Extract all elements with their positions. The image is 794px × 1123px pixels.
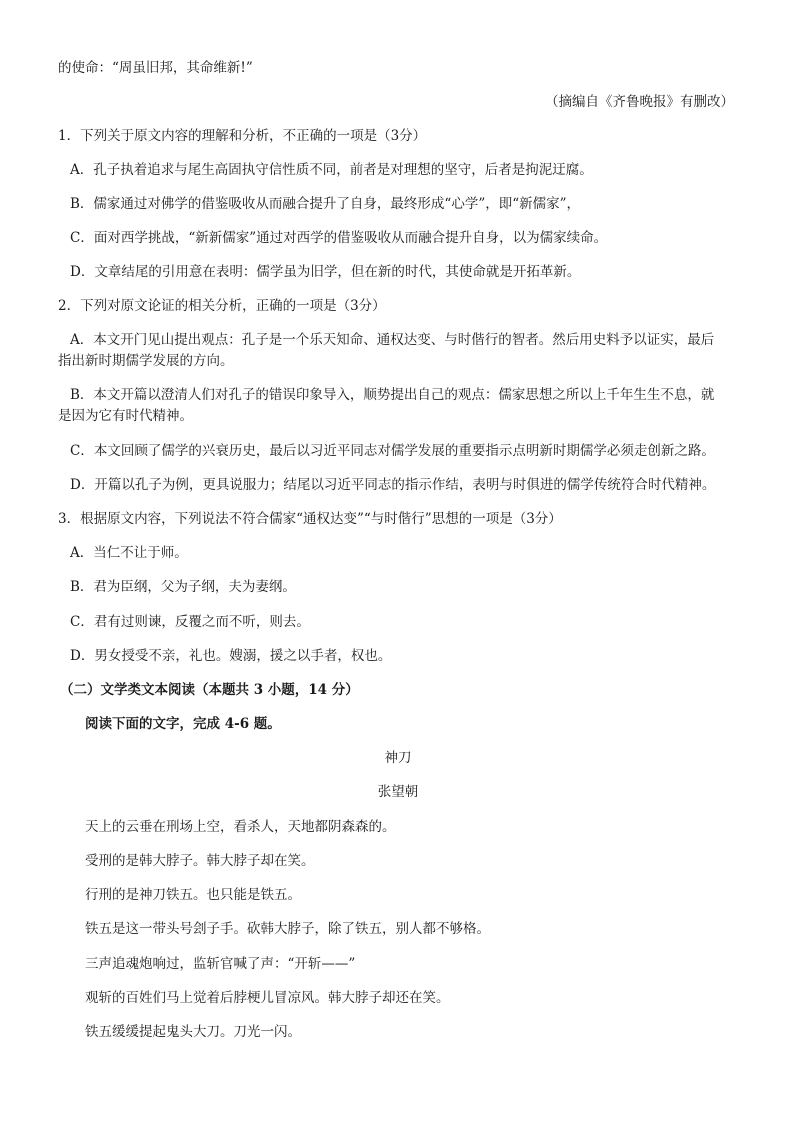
story-paragraph: 天上的云垂在刑场上空，看杀人，天地都阴森森的。 [85, 819, 396, 835]
question-1-option-c: C．面对西学挑战，“新新儒家”通过对西学的借鉴吸收从而融合提升自身，以为儒家续命。 [70, 230, 608, 246]
question-2-stem: 2．下列对原文论证的相关分析，正确的一项是（3分） [58, 298, 386, 314]
question-2-option-a-line1: A．本文开门见山提出观点：孔子是一个乐天知命、通权达变、与时偕行的智者。然后用史料予以证实，最后 [70, 332, 715, 348]
question-1-stem: 1．下列关于原文内容的理解和分析，不正确的一项是（3分） [58, 128, 427, 144]
question-1-option-d: D．文章结尾的引用意在表明：儒学虽为旧学，但在新的时代，其使命就是开拓革新。 [70, 264, 581, 280]
intro-line: 的使命：“周虽旧邦，其命维新!” [58, 60, 253, 76]
question-1-option-a: A．孔子执着追求与尾生高固执守信性质不同，前者是对理想的坚守，后者是拘泥迂腐。 [70, 162, 593, 178]
story-title: 神刀 [384, 750, 412, 766]
section-heading: （二）文学类文本阅读（本题共 3 小题，14 分） [60, 682, 359, 698]
question-2-option-a-line2: 指出新时期儒学发展的方向。 [58, 353, 234, 369]
story-paragraph: 受刑的是韩大脖子。韩大脖子却在笑。 [85, 853, 315, 869]
reading-instruction: 阅读下面的文字，完成 4-6 题。 [85, 716, 281, 732]
story-paragraph: 铁五是这一带头号刽子手。砍韩大脖子，除了铁五，别人都不够格。 [85, 921, 490, 937]
question-2-option-b-line1: B．本文开篇以澄清人们对孔子的错误印象导入，顺势提出自己的观点：儒家思想之所以上千年生生不息，就 [70, 387, 715, 403]
question-3-option-d: D．男女授受不亲，礼也。嫂溺，援之以手者，权也。 [70, 648, 392, 664]
story-author: 张望朝 [377, 784, 419, 800]
story-paragraph: 三声追魂炮响过，监斩官喊了声：“开斩——” [85, 956, 356, 972]
question-2-option-d: D．开篇以孔子为例，更具说服力；结尾以习近平同志的指示作结，表明与时俱进的儒学传统符合时代精神。 [70, 477, 716, 493]
story-paragraph: 观斩的百姓们马上觉着后脖梗儿冒凉风。韩大脖子却还在笑。 [85, 990, 450, 1006]
source-citation: （摘编自《齐鲁晚报》有删改） [545, 94, 734, 110]
question-3-stem: 3．根据原文内容，下列说法不符合儒家“通权达变”“与时偕行”思想的一项是（3分） [58, 511, 562, 527]
question-3-option-b: B．君为臣纲，父为子纲，夫为妻纲。 [70, 579, 296, 595]
question-3-option-a: A．当仁不让于师。 [70, 545, 188, 561]
question-3-option-c: C．君有过则谏，反覆之而不听，则去。 [70, 614, 310, 630]
story-paragraph: 铁五缓缓提起鬼头大刀。刀光一闪。 [85, 1024, 301, 1040]
story-paragraph: 行刑的是神刀铁五。也只能是铁五。 [85, 887, 301, 903]
question-2-option-b-line2: 是因为它有时代精神。 [58, 408, 193, 424]
question-2-option-c: C．本文回顾了儒学的兴衰历史，最后以习近平同志对儒学发展的重要指示点明新时期儒学必须走创新之路。 [70, 443, 715, 459]
question-1-option-b: B．儒家通过对佛学的借鉴吸收从而融合提升了自身，最终形成“心学”，即“新儒家”， [70, 196, 581, 212]
